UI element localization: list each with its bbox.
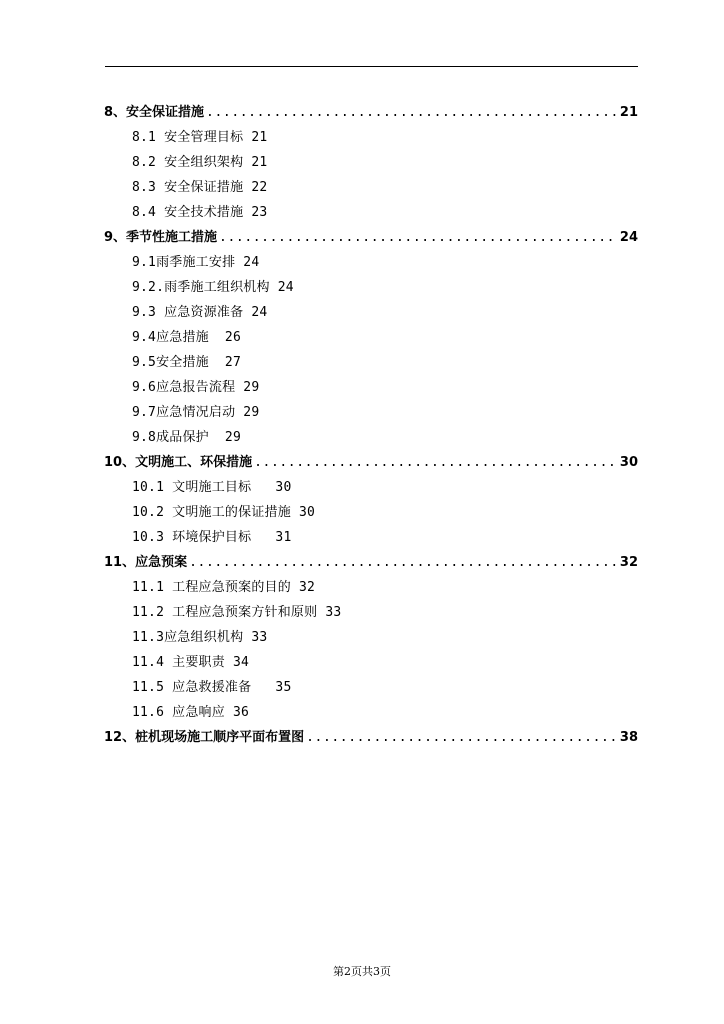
toc-section-title: 12、桩机现场施工顺序平面布置图 [104, 730, 305, 745]
table-of-contents [104, 100, 638, 750]
toc-subsection: 8.4 安全技术措施 23 [132, 205, 268, 220]
toc-section-11 [104, 550, 638, 575]
toc-page-number: 38 [619, 730, 638, 745]
toc-page-number: 24 [619, 230, 638, 245]
toc-subsection: 9.4应急措施 26 [132, 330, 241, 345]
page-footer: 第2页共3页 [333, 965, 391, 978]
toc-subsection: 10.1 文明施工目标 30 [132, 480, 292, 495]
dot-leader [219, 225, 618, 250]
dot-leader [206, 100, 618, 125]
toc-section-title: 10、文明施工、环保措施 [104, 455, 253, 470]
toc-section-8 [104, 100, 638, 125]
toc-subsection: 9.7应急情况启动 29 [132, 405, 260, 420]
toc-subsection: 11.2 工程应急预案方针和原则 33 [132, 605, 342, 620]
toc-subsection: 9.5安全措施 27 [132, 355, 241, 370]
toc-subsection: 11.5 应急救援准备 35 [132, 680, 292, 695]
dot-leader [254, 450, 618, 475]
toc-subsection: 9.3 应急资源准备 24 [132, 305, 268, 320]
toc-subsection: 9.1雨季施工安排 24 [132, 255, 260, 270]
toc-section-9 [104, 225, 638, 250]
dot-leader [306, 725, 618, 750]
toc-page-number: 30 [619, 455, 638, 470]
toc-subsection: 10.3 环境保护目标 31 [132, 530, 292, 545]
toc-subsection: 11.6 应急响应 36 [132, 705, 250, 720]
toc-section-10 [104, 450, 638, 475]
dot-leader [189, 550, 618, 575]
toc-section-title: 11、应急预案 [104, 555, 188, 570]
toc-subsection: 9.8成品保护 29 [132, 430, 241, 445]
toc-subsection: 9.6应急报告流程 29 [132, 380, 260, 395]
toc-subsection: 9.2.雨季施工组织机构 24 [132, 280, 294, 295]
toc-section-title: 8、安全保证措施 [104, 105, 205, 120]
toc-section-title: 9、季节性施工措施 [104, 230, 218, 245]
toc-subsection: 8.1 安全管理目标 21 [132, 130, 268, 145]
toc-subsection: 11.3应急组织机构 33 [132, 630, 268, 645]
toc-page-number: 21 [619, 105, 638, 120]
toc-subsection: 8.3 安全保证措施 22 [132, 180, 268, 195]
toc-subsection: 11.4 主要职责 34 [132, 655, 250, 670]
toc-page-number: 32 [619, 555, 638, 570]
toc-subsection: 11.1 工程应急预案的目的 32 [132, 580, 316, 595]
toc-subsection: 10.2 文明施工的保证措施 30 [132, 505, 316, 520]
header-rule [105, 66, 638, 67]
toc-section-12 [104, 725, 638, 750]
toc-subsection: 8.2 安全组织架构 21 [132, 155, 268, 170]
